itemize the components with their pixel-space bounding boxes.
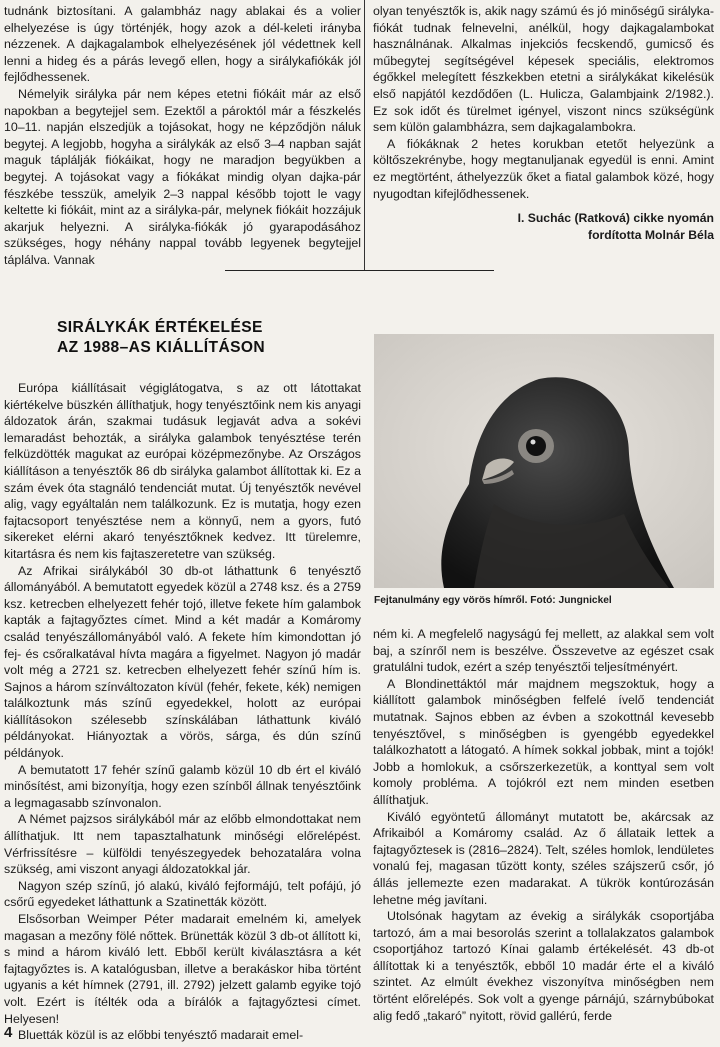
top-left-column xyxy=(4,3,361,269)
headline-line-1: SIRÁLYKÁK ÉRTÉKELÉSE xyxy=(57,319,263,336)
paragraph: Az Afrikai sirálykából 30 db-ot láthattunk 6 tenyésztő állományából. A bemutatott egyedek közül a 2748 ksz. és a 2759 ksz. ketrecben elhelyezett fehér tojó, illetve fekete hím galambok kapták a fajtagyőztes címet. Mind a két madár a Komáromy család tenyészállományából való. A fekete hím kimondottan jó fej- és csőralkatával hívta magára a figyelmet. Nagyon jó madár volt még a 2721 sz. ketrecben elhelyezett fehér színű hím is. Sajnos a három színváltozaton kívül (fehér, fekete, kék) nemigen találkoztunk más színű egyedekkel, holott az európai kiállításokon szélesebb színskálában láthattunk kiváló példányokat. Hiányoztak a vörös, sárga, és dún színű példányok. xyxy=(4,563,361,761)
pigeon-head-photo xyxy=(374,334,714,588)
paragraph: olyan tenyésztők is, akik nagy számú és jó minőségű sirályka-fiókát tudnak felnevelni, anélkül, hogy dajkagalambokat használnának. Alkalmas injekciós fecskendő, gumicső és műbegytej segítségével képesek speciális, elektromos égőkkel melegített fészkekben etetni a sirálykákat kikelésük első napjától kezdődően (L. Hulicza, Galambjaink 2/1982.). Ez sok időt és türelmet igényel, viszont nincs szükségünk sem külön galambházra, sem dajkagalambokra. xyxy=(373,4,714,135)
article-credit xyxy=(373,210,714,243)
article-headline xyxy=(57,318,357,358)
article-body-right xyxy=(373,626,714,1024)
column-separator xyxy=(364,0,365,270)
top-right-column xyxy=(373,3,714,243)
paragraph: Kiváló egyöntetű állományt mutatott be, akárcsak az Afrikaiból a Komáromy család. Az ő állataik lettek a fajtagyőztesek is (2816–2824). Telt, széles homlok, lendületes vonalú fej, magasan tűzött konty, széles szájszerű csőr, jó állás jellemezte ezen madarakat. A tükrök kontúrozásán lehetne még javítani. xyxy=(373,809,714,907)
paragraph: A Német pajzsos sirálykából már az előbb elmondottakat nem állíthatjuk. Itt nem tapasztalhatunk minőségi előrelépést. Vérfrissítésre – külföldi tenyészegyedek behozatalára volna szükség, ami viszont anyagi áldozatokkal jár. xyxy=(4,812,361,877)
photo-caption: Fejtanulmány egy vörös hímről. Fotó: Jungnickel xyxy=(374,595,612,606)
paragraph: A Blondinettáktól már majdnem megszoktuk, hogy a kiállított galambok minőségben felfelé ívelő tendenciát mutatnak. Sajnos ebben az évben a szokottnál kevesebb tenyésztővel, s minőségben is gyengébb egyedekkel találkozhatott a látogató. A hímek sokkal jobbak, mint a tojók! Jobb a homlokuk, a csőrszerkezetük, a konttyal sem volt komoly probléma. A tojókról ezt nem minden esetben állíthatjuk. xyxy=(373,676,714,807)
paragraph: Elsősorban Weimper Péter madarait emelném ki, amelyek magasan a mezőny fölé nőttek. Brünetták közül 3 db-ot állított ki, s mind a három kiváló lett. Ebből került kiválasztásra a két fajtagyőztes is. A katalógusban, illetve a berakáskor hiba történt ugyanis a két hímnek (2791, ill. 2792) jelzett galamb egyike tojó volt. Ezért is ítélték oda a bírálók a fajtagyőztesi címet. Helyesen! xyxy=(4,912,361,1026)
page-number: 4 xyxy=(4,1024,13,1041)
credit-translator: fordította Molnár Béla xyxy=(588,227,714,242)
paragraph: Európa kiállításait végiglátogatva, s az ott látottakat kiértékelve büszkén állíthatjuk, hogy tenyésztőink nem kis anyagi áldozatok árán, szakmai tudásuk legjavát adva a sokévi lemaradást behozták, a sirályka galambok tenyésztése terén felküzdötték magukat az európai középmezőnybe. Az Országos kiállításon a tenyésztők 86 db sirályka galambot állítottak ki. Ez a szám évek óta stagnáló tendenciát mutat. Új tenyésztők nevével alig, vagy egyáltalán nem találkozunk. Ez is mutatja, hogy ezen fajtacsoport tenyésztése nem a könnyű, nem a gyors, futó sikereket elérni akaró tenyésztőknek kedvez. Itt türelemre, kitartásra és nem kis fajtaszeretetre van szükség. xyxy=(4,381,361,561)
paragraph: A fiókáknak 2 hetes korukban etetőt helyezünk a költőszekrénybe, hogy megtanuljanak egyedül is enni. Amint ez megtörtént, áthelyezzük őket a fiatal galambok közé, hogy nyugodtan kifejlődhessenek. xyxy=(373,136,714,201)
paragraph: tudnánk biztosítani. A galambház nagy ablakai és a volier elhelyezése is úgy történjék, hogy azok a dél-keleti irányba nézzenek. A dajkagalambok elhelyezésének jól védettnek kell lenni a hideg és a párás levegő ellen, hogy a sirálykafiókák jól fejlődhessenek. xyxy=(4,4,361,85)
headline-line-2: AZ 1988–AS KIÁLLÍTÁSON xyxy=(57,339,266,356)
paragraph: Nagyon szép színű, jó alakú, kiváló fejformájú, telt pofájú, jó csőrű egyedeket láthattunk a Szatinetták között. xyxy=(4,878,361,910)
paragraph: Némelyik sirályka pár nem képes etetni fiókáit már az első napokban a begytejjel sem. Ezektől a pároktól már a fészkelés 10–11. napján elszedjük a tojásokat, hogy ne képződjön náluk begytej. A legjobb, hogyha a sirálykák az első 3–4 napban saját maguk táplálják fiókáikat, hogy ne maradjon begyükben a begytej. A tojásokat vagy a fiókákat mindig olyan dajka-pár fészkébe tesszük, amelyik 2–3 nappal később tojott le vagy keltette ki fiókáit, mint az a sirályka-pár, melynek fiókáit hozzájuk akarjuk helyezni. A sirályka-fiókák jó gyarapodásához szükséges, hogy néhány nappal tovább legyenek begytejjel táplálva. Vannak xyxy=(4,86,361,267)
article-divider xyxy=(225,270,494,271)
paragraph: Bluetták közül is az előbbi tenyésztő madarait emel- xyxy=(18,1028,304,1043)
paragraph: A bemutatott 17 fehér színű galamb közül 10 db ért el kiváló minősítést, ami bizonyítja, hogy ezen színből állnak tenyésztőink a legmagasabb színvonalon. xyxy=(4,762,361,810)
credit-author: I. Suchác (Ratková) cikke nyomán xyxy=(517,211,714,226)
paragraph: Utolsónak hagytam az évekig a sirálykák csoportjába tartozó, ám a mai besorolás szerint a tollalakzatos galambok csoportjához tartozó Kínai galamb értékelését. 43 db-ot állítottak ki a tenyésztők, ebből 10 madár érte el a kiváló szintet. Az elmúlt évekhez viszonyítva minőségben nem történt előrelépés. Sok volt a gyenge párnájú, szárnybúbokat alig fedő „takaró” nyitott, rövid gallérú, ferde xyxy=(373,909,714,1023)
paragraph: ném ki. A megfelelő nagyságú fej mellett, az alakkal sem volt baj, a színről nem is beszélve. Összevetve az egészet csak gratulálni tudok, ezért a szép tenyésztői teljesítményért. xyxy=(373,627,714,675)
article-body-left xyxy=(4,380,361,1044)
